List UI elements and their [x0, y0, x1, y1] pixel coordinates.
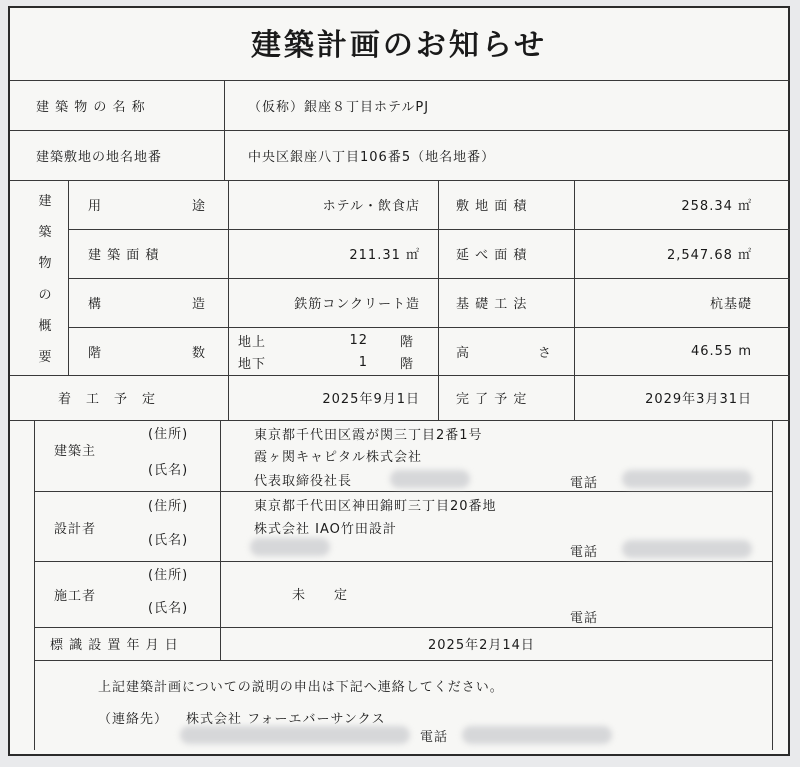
structure-label-char: 造 — [191, 297, 206, 312]
redacted-phone — [622, 470, 752, 488]
rule — [772, 420, 773, 750]
board-title: 建築計画のお知らせ — [250, 28, 548, 63]
designer-company: 株式会社 IAO竹田設計 — [254, 521, 397, 537]
floors-below-label: 地下 — [238, 356, 267, 372]
designer-address-label: (住所) — [148, 498, 189, 514]
notice-board — [8, 6, 790, 756]
foundation-value: 杭基礎 — [709, 297, 752, 312]
footer-contact-company: 株式会社 フォーエバーサンクス — [186, 711, 386, 727]
use-label-char: 途 — [191, 199, 206, 214]
overview-char: 築 — [38, 225, 52, 241]
redacted-phone — [462, 726, 612, 744]
rule — [34, 660, 772, 661]
rule — [224, 80, 225, 180]
builder-label: 施工者 — [54, 588, 97, 604]
overview-label — [30, 190, 60, 365]
finish-label: 完 了 予 定 — [456, 392, 528, 407]
floors-label — [88, 327, 206, 375]
overview-char: 物 — [38, 256, 52, 272]
floor-area-value: 2,547.68 ㎡ — [666, 248, 752, 263]
building-name-value: （仮称）銀座８丁目ホテルPJ — [248, 99, 430, 115]
rule — [68, 180, 69, 375]
client-label: 建築主 — [54, 443, 97, 459]
client-name-label: (氏名) — [148, 462, 189, 478]
rule — [10, 420, 790, 421]
redacted-name — [390, 470, 470, 488]
client-phone-label: 電話 — [570, 475, 599, 491]
builder-name-label: (氏名) — [148, 600, 189, 616]
use-label-char: 用 — [88, 199, 103, 214]
use-label — [88, 180, 206, 229]
sign-date-value: 2025年2月14日 — [428, 638, 535, 653]
building-area-value: 211.31 ㎡ — [349, 248, 420, 263]
footer-notice: 上記建築計画についての説明の申出は下記へ連絡してください。 — [98, 679, 504, 695]
overview-char: 建 — [38, 194, 52, 209]
overview-char: 概 — [38, 318, 52, 334]
designer-name-label: (氏名) — [148, 532, 189, 548]
height-label — [456, 327, 552, 375]
start-label: 着 工 予 定 — [58, 392, 157, 407]
sign-date-label: 標 識 設 置 年 月 日 — [50, 638, 179, 653]
floors-below-value: 1 — [358, 354, 368, 370]
client-address: 東京都千代田区霞が関三丁目2番1号 — [254, 427, 483, 443]
floors-above-value: 12 — [349, 332, 368, 348]
rule — [220, 420, 221, 660]
building-name-label: 建 築 物 の 名 称 — [36, 99, 146, 115]
client-representative: 代表取締役社長 — [254, 473, 353, 489]
redacted-address — [180, 726, 410, 744]
structure-value: 鉄筋コンクリート造 — [294, 297, 420, 312]
foundation-label: 基 礎 工 法 — [456, 297, 528, 312]
structure-label-char: 構 — [88, 297, 103, 312]
footer-phone-label: 電話 — [420, 729, 449, 745]
client-address-label: (住所) — [148, 426, 189, 442]
height-value: 46.55 m — [690, 343, 752, 359]
height-label-char: さ — [537, 345, 552, 361]
client-company: 霞ヶ関キャピタル株式会社 — [254, 449, 423, 465]
floors-label-char: 階 — [88, 345, 103, 361]
floors-label-char: 数 — [191, 345, 206, 361]
use-value: ホテル・飲食店 — [322, 199, 420, 214]
rule — [34, 491, 772, 492]
overview-char: 要 — [38, 349, 52, 365]
floors-above-unit: 階 — [399, 334, 414, 350]
rule — [34, 561, 772, 562]
redacted-name — [250, 538, 330, 556]
rule — [34, 420, 35, 750]
floors-above-label: 地上 — [238, 334, 267, 350]
start-value: 2025年9月1日 — [322, 392, 420, 407]
floor-area-label: 延 べ 面 積 — [456, 248, 528, 263]
rule — [438, 180, 439, 420]
height-label-char: 高 — [456, 345, 471, 361]
structure-label — [88, 278, 206, 327]
designer-address: 東京都千代田区神田錦町三丁目20番地 — [254, 498, 497, 514]
builder-address-label: (住所) — [148, 567, 189, 583]
site-area-value: 258.34 ㎡ — [681, 199, 752, 214]
site-area-label: 敷 地 面 積 — [456, 199, 528, 214]
building-area-label: 建 築 面 積 — [88, 248, 160, 263]
footer-contact-label: （連絡先） — [98, 711, 169, 727]
builder-value: 未 定 — [292, 587, 349, 603]
floors-below-unit: 階 — [399, 356, 414, 372]
overview-char: の — [38, 287, 52, 303]
site-address-label: 建築敷地の地名地番 — [36, 149, 163, 165]
finish-value: 2029年3月31日 — [645, 392, 752, 407]
site-address-value: 中央区銀座八丁目106番5（地名地番） — [248, 149, 496, 165]
designer-phone-label: 電話 — [570, 544, 599, 560]
builder-phone-label: 電話 — [570, 610, 599, 626]
designer-label: 設計者 — [54, 521, 97, 537]
redacted-phone — [622, 540, 752, 558]
